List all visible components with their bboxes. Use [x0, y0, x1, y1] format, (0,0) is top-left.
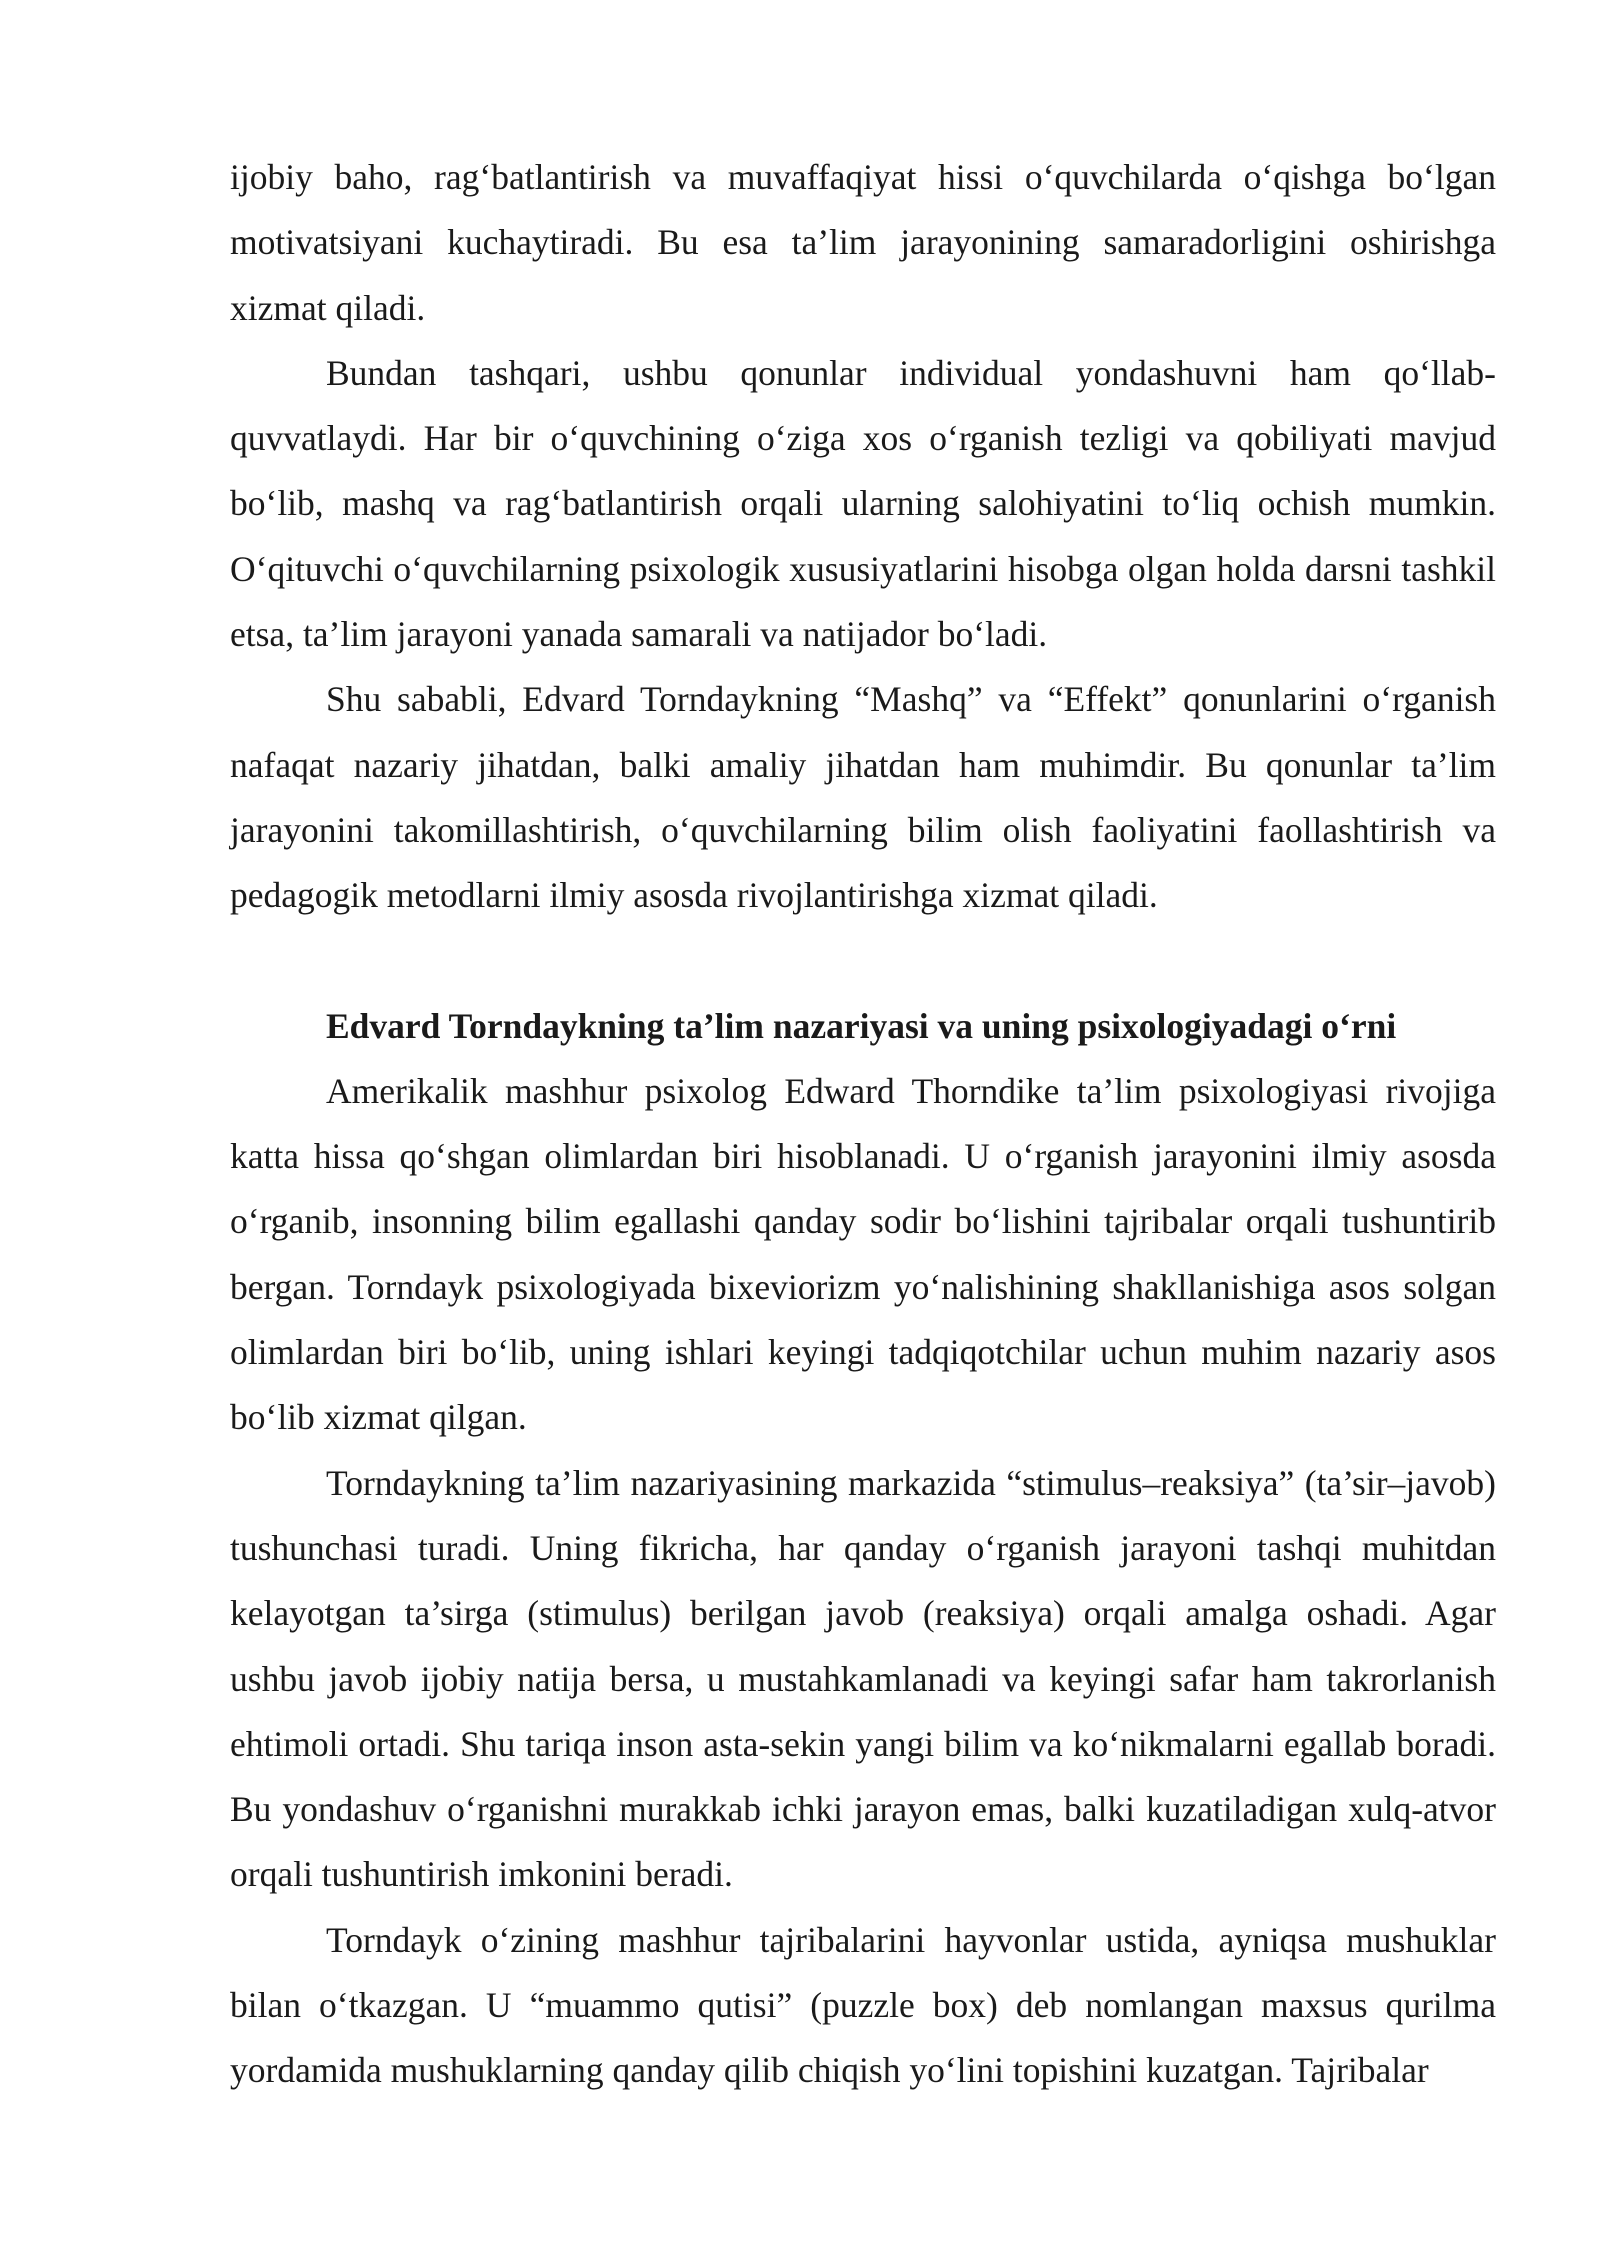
document-page [230, 145, 1496, 2104]
paragraph-continuation: ijobiy baho, rag‘batlantirish va muvaffaqiyat hissi o‘quvchilarda o‘qishga bo‘lgan motivatsiyani kuchaytiradi. Bu esa ta’lim jarayonining samaradorligini oshirishga xizmat qiladi. [230, 157, 1496, 328]
paragraph-stimulus-reaction: Torndaykning ta’lim nazariyasining markazida “stimulus–reaksiya” (ta’sir–javob) tushunchasi turadi. Uning fikricha, har qanday o‘rganish jarayoni tashqi muhitdan kelayotgan ta’sirga (stimulus) berilgan javob (reaksiya) orqali amalga oshadi. Agar ushbu javob ijobiy natija bersa, u mustahkamlanadi va keyingi safar ham takrorlanish ehtimoli ortadi. Shu tariqa inson asta-sekin yangi bilim va ko‘nikmalarni egallab boradi. Bu yondashuv o‘rganishni murakkab ichki jarayon emas, balki kuzatiladigan xulq-atvor orqali tushuntirish imkonini beradi. [230, 1462, 1496, 1895]
section-gap [230, 929, 1496, 994]
section-heading: Edvard Torndaykning ta’lim nazariyasi va uning psixologiyadagi o‘rni [326, 1005, 1397, 1046]
paragraph-thorndike-intro: Amerikalik mashhur psixolog Edward Thorndike ta’lim psixologiyasi rivojiga katta hissa qo‘shgan olimlardan biri hisoblanadi. U o‘rganish jarayonini ilmiy asosda o‘rganib, insonning bilim egallashi qanday sodir bo‘lishini tajribalar orqali tushuntirib bergan. Torndayk psixologiyada bixeviorizm yo‘nalishining shakllanishiga asos solgan olimlardan biri bo‘lib, uning ishlari keyingi tadqiqotchilar uchun muhim nazariy asos bo‘lib xizmat qilgan. [230, 1070, 1496, 1438]
paragraph-conclusion: Shu sababli, Edvard Torndaykning “Mashq” va “Effekt” qonunlarini o‘rganish nafaqat nazariy jihatdan, balki amaliy jihatdan ham muhimdir. Bu qonunlar ta’lim jarayonini takomillashtirish, o‘quvchilarning bilim olish faoliyatini faollashtirish va pedagogik metodlarni ilmiy asosda rivojlantirishga xizmat qiladi. [230, 679, 1496, 916]
paragraph-individual-approach: Bundan tashqari, ushbu qonunlar individual yondashuvni ham qo‘llab-quvvatlaydi. Har bir o‘quvchining o‘ziga xos o‘rganish tezligi va qobiliyati mavjud bo‘lib, mashq va rag‘batlantirish orqali ularning salohiyatini to‘liq ochish mumkin. O‘qituvchi o‘quvchilarning psixologik xususiyatlarini hisobga olgan holda darsni tashkil etsa, ta’lim jarayoni yanada samarali va natijador bo‘ladi. [230, 352, 1496, 655]
paragraph-puzzle-box: Torndayk o‘zining mashhur tajribalarini hayvonlar ustida, ayniqsa mushuklar bilan o‘tkazgan. U “muammo qutisi” (puzzle box) deb nomlangan maxsus qurilma yordamida mushuklarning qanday qilib chiqish yo‘lini topishini kuzatgan. Tajribalar [230, 1919, 1496, 2091]
